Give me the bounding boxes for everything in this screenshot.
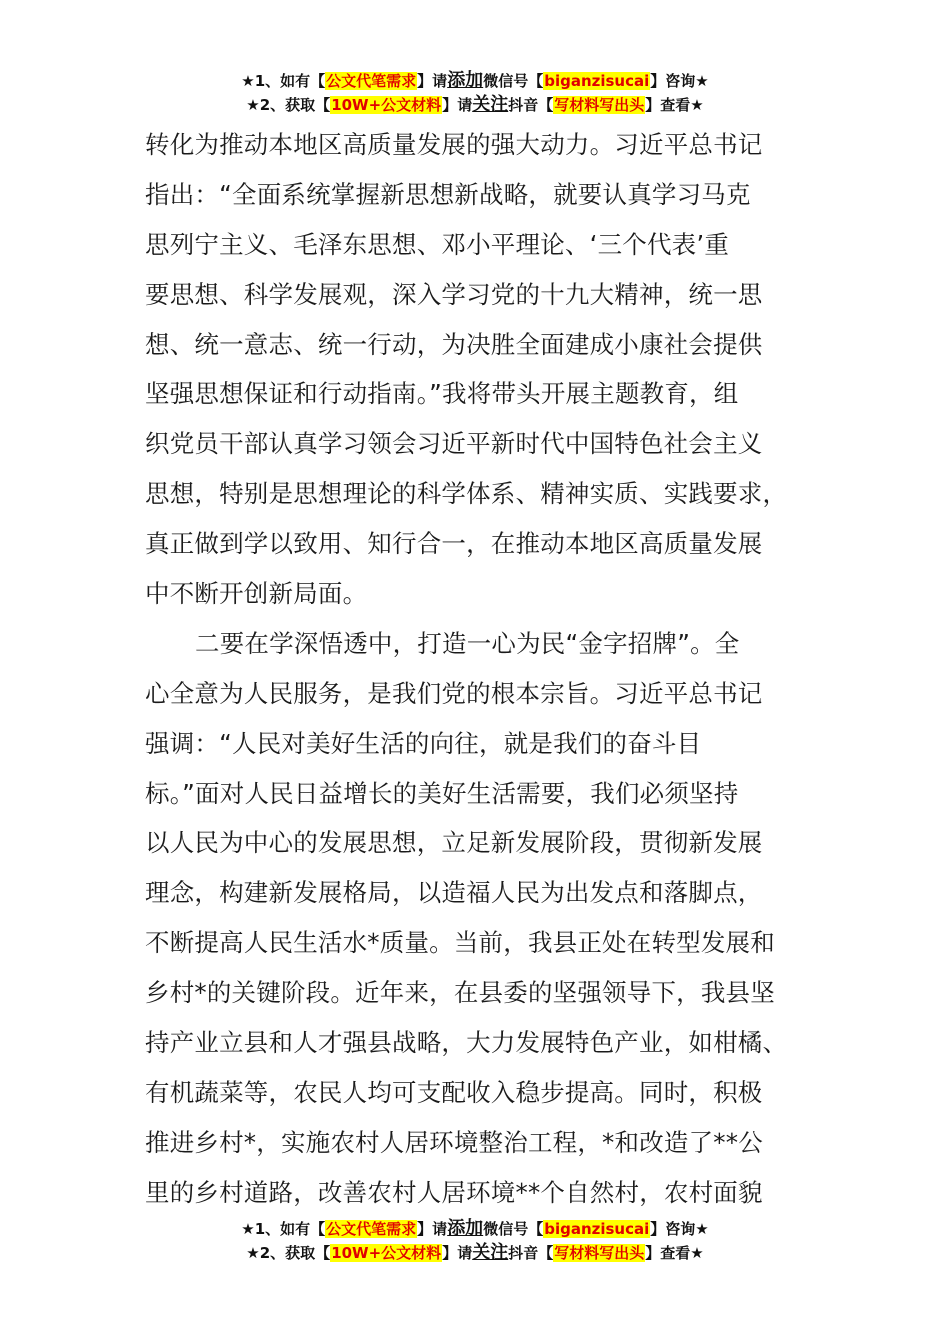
footer-promo-banner — [0, 1217, 950, 1265]
promo-underlined: 关注 — [472, 1242, 509, 1263]
body-line: 里的乡村道路，改善农村人居环境**个自然村，农村面貌 — [145, 1177, 763, 1207]
promo-text: 】请 — [442, 1244, 473, 1262]
promo-text: ★2、获取【 — [246, 1244, 331, 1262]
promo-text: 】咨询★ — [650, 1220, 709, 1238]
body-line: 持产业立县和人才强县战略，大力发展特色产业，如柑橘、 — [145, 1028, 788, 1058]
body-line: 真正做到学以致用、知行合一，在推动本地区高质量发展 — [145, 529, 763, 559]
body-line: 强调：“人民对美好生活的向往，就是我们的奋斗目 — [145, 728, 702, 758]
promo-wechat-id: biganzisucai — [544, 1220, 650, 1238]
header-promo-banner — [0, 69, 950, 117]
promo-text: 抖音【 — [508, 1244, 554, 1262]
promo-underlined: 添加 — [447, 1218, 484, 1239]
body-line: 标。”面对人民日益增长的美好生活需要，我们必须坚持 — [145, 778, 739, 808]
promo-highlight: 10W+公文材料 — [331, 1244, 442, 1262]
promo-highlight: 公文代笔需求 — [326, 1220, 417, 1238]
body-line: 乡村*的关键阶段。近年来，在县委的坚强领导下，我县坚 — [145, 978, 775, 1008]
promo-text: ★2、获取【 — [246, 96, 331, 114]
body-line: 理念，构建新发展格局，以造福人民为出发点和落脚点， — [145, 878, 763, 908]
promo-underlined: 关注 — [472, 94, 509, 115]
promo-text: 】请 — [417, 1220, 448, 1238]
body-line: 推进乡村*，实施农村人居环境整治工程，*和改造了**公 — [145, 1127, 763, 1157]
body-line: 以人民为中心的发展思想，立足新发展阶段，贯彻新发展 — [145, 828, 763, 858]
promo-text: 微信号【 — [483, 1220, 544, 1238]
body-line: 思想，特别是思想理论的科学体系、精神实质、实践要求， — [145, 479, 788, 509]
promo-text: 】请 — [417, 72, 448, 90]
promo-text: 】查看★ — [645, 1244, 704, 1262]
promo-text: 】咨询★ — [650, 72, 709, 90]
body-line: 转化为推动本地区高质量发展的强大动力。习近平总书记 — [145, 130, 763, 159]
body-line: 心全意为人民服务，是我们党的根本宗旨。习近平总书记 — [145, 678, 763, 708]
body-line: 不断提高人民生活水*质量。当前，我县正处在转型发展和 — [145, 928, 775, 958]
body-line: 中不断开创新局面。 — [145, 579, 368, 609]
promo-text: 抖音【 — [508, 96, 554, 114]
promo-highlight: 10W+公文材料 — [331, 96, 442, 114]
promo-line-1 — [0, 69, 950, 93]
promo-douyin-name: 写材料写出头 — [554, 96, 645, 114]
paragraph-start-line: 二要在学深悟透中，打造一心为民“金字招牌”。全 — [195, 628, 740, 658]
promo-line-1 — [0, 1217, 950, 1241]
promo-wechat-id: biganzisucai — [544, 72, 650, 90]
body-line: 有机蔬菜等，农民人均可支配收入稳步提高。同时，积极 — [145, 1077, 763, 1107]
promo-douyin-name: 写材料写出头 — [554, 1244, 645, 1262]
body-line: 织党员干部认真学习领会习近平新时代中国特色社会主义 — [145, 429, 763, 459]
body-line: 坚强思想保证和行动指南。”我将带头开展主题教育，组 — [145, 379, 739, 409]
promo-text: 微信号【 — [483, 72, 544, 90]
promo-highlight: 公文代笔需求 — [326, 72, 417, 90]
body-line: 思列宁主义、毛泽东思想、邓小平理论、‘三个代表’重 — [145, 229, 730, 259]
promo-text: ★1、如有【 — [241, 1220, 326, 1238]
promo-line-2 — [0, 1241, 950, 1265]
promo-text: ★1、如有【 — [241, 72, 326, 90]
promo-line-2 — [0, 93, 950, 117]
promo-text: 】请 — [442, 96, 473, 114]
body-line: 要思想、科学发展观，深入学习党的十九大精神，统一思 — [145, 279, 763, 309]
body-line: 想、统一意志、统一行动，为决胜全面建成小康社会提供 — [145, 329, 763, 359]
promo-text: 】查看★ — [645, 96, 704, 114]
document-body — [145, 120, 805, 1218]
promo-underlined: 添加 — [447, 70, 484, 91]
body-line: 指出：“全面系统掌握新思想新战略，就要认真学习马克 — [145, 179, 751, 209]
